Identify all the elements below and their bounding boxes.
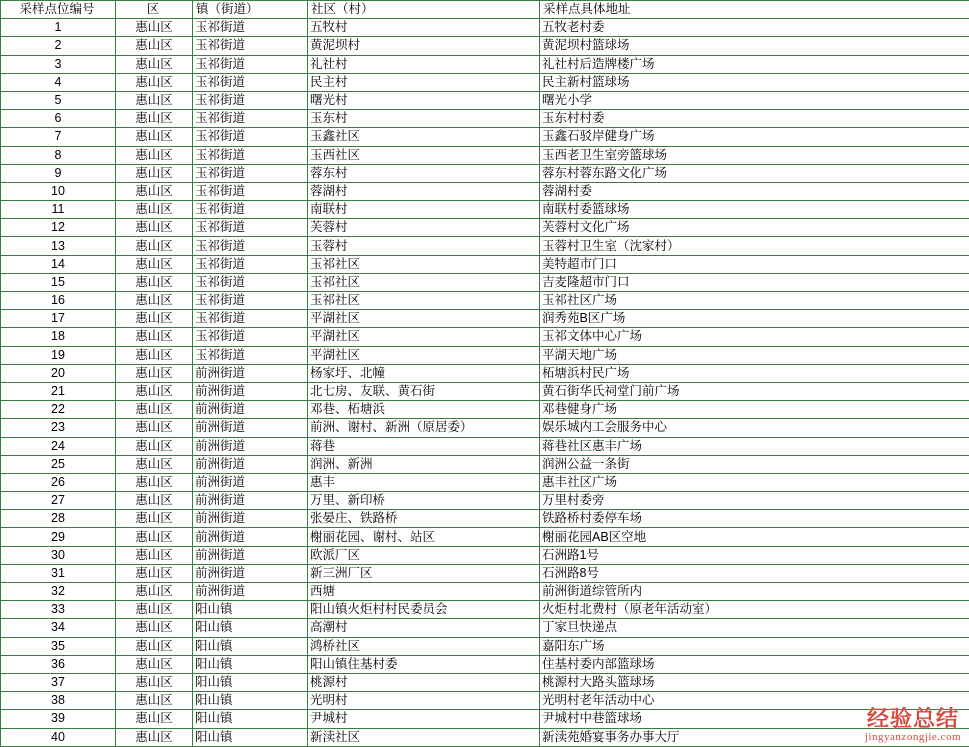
cell-community: 杨家圩、北幢 — [308, 364, 540, 382]
table-row — [1, 328, 969, 346]
cell-id: 9 — [1, 164, 116, 182]
cell-town: 阳山镇 — [193, 619, 308, 637]
cell-district: 惠山区 — [116, 164, 193, 182]
cell-address: 玉西老卫生室旁篮球场 — [540, 146, 969, 164]
cell-id: 39 — [1, 710, 116, 728]
cell-id: 28 — [1, 510, 116, 528]
cell-community: 蓉东村 — [308, 164, 540, 182]
cell-address: 润秀苑B区广场 — [540, 310, 969, 328]
column-header-town: 镇（街道） — [193, 1, 308, 19]
cell-id: 30 — [1, 546, 116, 564]
table-row — [1, 346, 969, 364]
cell-town: 前洲街道 — [193, 382, 308, 400]
cell-district: 惠山区 — [116, 637, 193, 655]
cell-town: 前洲街道 — [193, 492, 308, 510]
cell-district: 惠山区 — [116, 564, 193, 582]
cell-id: 23 — [1, 419, 116, 437]
cell-community: 新三洲厂区 — [308, 564, 540, 582]
cell-community: 南联村 — [308, 201, 540, 219]
table-row — [1, 91, 969, 109]
cell-district: 惠山区 — [116, 382, 193, 400]
cell-address: 南联村委篮球场 — [540, 201, 969, 219]
table-row — [1, 583, 969, 601]
cell-town: 玉祁街道 — [193, 164, 308, 182]
cell-district: 惠山区 — [116, 91, 193, 109]
cell-address: 住基村委内部篮球场 — [540, 655, 969, 673]
cell-town: 玉祁街道 — [193, 37, 308, 55]
cell-community: 平湖社区 — [308, 346, 540, 364]
cell-district: 惠山区 — [116, 673, 193, 691]
cell-address: 吉麦隆超市门口 — [540, 273, 969, 291]
cell-town: 玉祁街道 — [193, 328, 308, 346]
cell-community: 玉鑫社区 — [308, 128, 540, 146]
cell-community: 礼社村 — [308, 55, 540, 73]
cell-town: 玉祁街道 — [193, 91, 308, 109]
table-row — [1, 382, 969, 400]
column-header-id: 采样点位编号 — [1, 1, 116, 19]
cell-district: 惠山区 — [116, 455, 193, 473]
cell-community: 玉祁社区 — [308, 255, 540, 273]
cell-address: 光明村老年活动中心 — [540, 692, 969, 710]
table-row — [1, 564, 969, 582]
cell-id: 11 — [1, 201, 116, 219]
cell-address: 惠丰社区广场 — [540, 473, 969, 491]
cell-address: 邓巷健身广场 — [540, 401, 969, 419]
cell-id: 14 — [1, 255, 116, 273]
cell-town: 玉祁街道 — [193, 19, 308, 37]
cell-community: 鸿桥社区 — [308, 637, 540, 655]
cell-address: 桃源村大路头篮球场 — [540, 673, 969, 691]
cell-id: 15 — [1, 273, 116, 291]
cell-address: 美特超市门口 — [540, 255, 969, 273]
cell-community: 玉祁社区 — [308, 273, 540, 291]
cell-district: 惠山区 — [116, 73, 193, 91]
cell-community: 万里、新印桥 — [308, 492, 540, 510]
cell-id: 35 — [1, 637, 116, 655]
table-row — [1, 201, 969, 219]
cell-community: 欧派厂区 — [308, 546, 540, 564]
cell-district: 惠山区 — [116, 419, 193, 437]
cell-district: 惠山区 — [116, 110, 193, 128]
cell-community: 民主村 — [308, 73, 540, 91]
cell-id: 17 — [1, 310, 116, 328]
cell-district: 惠山区 — [116, 510, 193, 528]
cell-community: 润洲、新洲 — [308, 455, 540, 473]
cell-district: 惠山区 — [116, 364, 193, 382]
cell-id: 25 — [1, 455, 116, 473]
cell-town: 玉祁街道 — [193, 292, 308, 310]
cell-address: 五牧老村委 — [540, 19, 969, 37]
cell-town: 阳山镇 — [193, 601, 308, 619]
cell-district: 惠山区 — [116, 546, 193, 564]
cell-town: 玉祁街道 — [193, 201, 308, 219]
table-row — [1, 473, 969, 491]
cell-id: 10 — [1, 182, 116, 200]
cell-id: 20 — [1, 364, 116, 382]
cell-district: 惠山区 — [116, 401, 193, 419]
cell-community: 桃源村 — [308, 673, 540, 691]
cell-town: 前洲街道 — [193, 510, 308, 528]
cell-district: 惠山区 — [116, 328, 193, 346]
cell-district: 惠山区 — [116, 237, 193, 255]
cell-community: 北七房、友联、黄石街 — [308, 382, 540, 400]
table-row — [1, 255, 969, 273]
cell-address: 丁家旦快递点 — [540, 619, 969, 637]
cell-town: 前洲街道 — [193, 364, 308, 382]
cell-id: 22 — [1, 401, 116, 419]
table-row — [1, 637, 969, 655]
cell-community: 阳山镇火炬村村民委员会 — [308, 601, 540, 619]
table-row — [1, 182, 969, 200]
cell-address: 万里村委旁 — [540, 492, 969, 510]
column-header-community: 社区（村） — [308, 1, 540, 19]
cell-town: 阳山镇 — [193, 655, 308, 673]
cell-town: 玉祁街道 — [193, 273, 308, 291]
cell-address: 润洲公益一条街 — [540, 455, 969, 473]
cell-id: 26 — [1, 473, 116, 491]
cell-id: 5 — [1, 91, 116, 109]
cell-community: 平湖社区 — [308, 310, 540, 328]
cell-id: 19 — [1, 346, 116, 364]
cell-town: 玉祁街道 — [193, 237, 308, 255]
cell-address: 铁路桥村委停车场 — [540, 510, 969, 528]
cell-community: 蒋巷 — [308, 437, 540, 455]
column-header-address: 采样点具体地址 — [540, 1, 969, 19]
column-header-district: 区 — [116, 1, 193, 19]
cell-town: 玉祁街道 — [193, 73, 308, 91]
table-body — [1, 19, 969, 747]
cell-address: 前洲街道综管所内 — [540, 583, 969, 601]
cell-id: 29 — [1, 528, 116, 546]
cell-address: 蓉东村蓉东路文化广场 — [540, 164, 969, 182]
table-header-row — [1, 1, 969, 19]
table-row — [1, 455, 969, 473]
cell-district: 惠山区 — [116, 583, 193, 601]
cell-district: 惠山区 — [116, 528, 193, 546]
table-row — [1, 55, 969, 73]
table-row — [1, 692, 969, 710]
cell-district: 惠山区 — [116, 728, 193, 746]
cell-id: 31 — [1, 564, 116, 582]
cell-id: 4 — [1, 73, 116, 91]
cell-district: 惠山区 — [116, 473, 193, 491]
cell-district: 惠山区 — [116, 219, 193, 237]
cell-address: 娱乐城内工会服务中心 — [540, 419, 969, 437]
cell-community: 平湖社区 — [308, 328, 540, 346]
watermark-title: 经验总结 — [865, 707, 961, 731]
table-row — [1, 401, 969, 419]
cell-district: 惠山区 — [116, 182, 193, 200]
table-row — [1, 219, 969, 237]
cell-address: 玉蓉村卫生室（沈家村） — [540, 237, 969, 255]
cell-district: 惠山区 — [116, 655, 193, 673]
cell-address: 新渎苑婚宴事务办事大厅 — [540, 728, 969, 746]
cell-district: 惠山区 — [116, 601, 193, 619]
cell-community: 西塘 — [308, 583, 540, 601]
cell-address: 火炬村北费村（原老年活动室） — [540, 601, 969, 619]
cell-community: 蓉湖村 — [308, 182, 540, 200]
cell-address: 黄泥坝村篮球场 — [540, 37, 969, 55]
cell-district: 惠山区 — [116, 619, 193, 637]
table-row — [1, 437, 969, 455]
cell-district: 惠山区 — [116, 128, 193, 146]
cell-community: 前洲、谢村、新洲（原居委） — [308, 419, 540, 437]
cell-address: 嘉阳东广场 — [540, 637, 969, 655]
table-row — [1, 237, 969, 255]
cell-town: 玉祁街道 — [193, 128, 308, 146]
cell-address: 黄石街华氏祠堂门前广场 — [540, 382, 969, 400]
cell-district: 惠山区 — [116, 310, 193, 328]
cell-community: 玉蓉村 — [308, 237, 540, 255]
cell-id: 7 — [1, 128, 116, 146]
cell-district: 惠山区 — [116, 146, 193, 164]
cell-id: 16 — [1, 292, 116, 310]
cell-id: 21 — [1, 382, 116, 400]
cell-district: 惠山区 — [116, 19, 193, 37]
cell-district: 惠山区 — [116, 201, 193, 219]
cell-town: 前洲街道 — [193, 546, 308, 564]
cell-id: 40 — [1, 728, 116, 746]
cell-community: 榭丽花园、谢村、站区 — [308, 528, 540, 546]
cell-id: 38 — [1, 692, 116, 710]
cell-id: 24 — [1, 437, 116, 455]
cell-address: 芙蓉村文化广场 — [540, 219, 969, 237]
cell-town: 前洲街道 — [193, 583, 308, 601]
cell-district: 惠山区 — [116, 273, 193, 291]
cell-address: 榭丽花园AB区空地 — [540, 528, 969, 546]
table-row — [1, 492, 969, 510]
table-row — [1, 528, 969, 546]
cell-district: 惠山区 — [116, 55, 193, 73]
cell-community: 曙光村 — [308, 91, 540, 109]
cell-district: 惠山区 — [116, 710, 193, 728]
cell-district: 惠山区 — [116, 692, 193, 710]
cell-address: 尹城村中巷篮球场 — [540, 710, 969, 728]
cell-community: 阳山镇住基村委 — [308, 655, 540, 673]
cell-town: 玉祁街道 — [193, 310, 308, 328]
cell-id: 33 — [1, 601, 116, 619]
watermark-url: jingyanzongjie.com — [865, 731, 961, 743]
cell-id: 12 — [1, 219, 116, 237]
cell-address: 礼社村后造牌楼广场 — [540, 55, 969, 73]
cell-town: 玉祁街道 — [193, 110, 308, 128]
cell-town: 阳山镇 — [193, 728, 308, 746]
cell-town: 前洲街道 — [193, 455, 308, 473]
cell-district: 惠山区 — [116, 37, 193, 55]
cell-town: 前洲街道 — [193, 419, 308, 437]
table-row — [1, 673, 969, 691]
table-row — [1, 73, 969, 91]
cell-town: 前洲街道 — [193, 401, 308, 419]
cell-address: 玉鑫石驳岸健身广场 — [540, 128, 969, 146]
table-row — [1, 110, 969, 128]
table-row — [1, 601, 969, 619]
cell-town: 玉祁街道 — [193, 55, 308, 73]
cell-id: 32 — [1, 583, 116, 601]
table-row — [1, 310, 969, 328]
cell-town: 阳山镇 — [193, 692, 308, 710]
cell-id: 37 — [1, 673, 116, 691]
cell-id: 3 — [1, 55, 116, 73]
table-row — [1, 364, 969, 382]
cell-town: 玉祁街道 — [193, 255, 308, 273]
table-row — [1, 164, 969, 182]
cell-town: 玉祁街道 — [193, 219, 308, 237]
cell-district: 惠山区 — [116, 255, 193, 273]
cell-community: 芙蓉村 — [308, 219, 540, 237]
table-row — [1, 37, 969, 55]
cell-town: 前洲街道 — [193, 528, 308, 546]
cell-district: 惠山区 — [116, 346, 193, 364]
cell-id: 27 — [1, 492, 116, 510]
table-row — [1, 419, 969, 437]
cell-address: 玉东村村委 — [540, 110, 969, 128]
cell-town: 阳山镇 — [193, 673, 308, 691]
cell-address: 民主新村篮球场 — [540, 73, 969, 91]
cell-id: 36 — [1, 655, 116, 673]
cell-community: 高潮村 — [308, 619, 540, 637]
cell-id: 1 — [1, 19, 116, 37]
cell-town: 前洲街道 — [193, 473, 308, 491]
cell-town: 阳山镇 — [193, 637, 308, 655]
table-row — [1, 710, 969, 728]
cell-community: 光明村 — [308, 692, 540, 710]
cell-district: 惠山区 — [116, 292, 193, 310]
cell-address: 石洲路8号 — [540, 564, 969, 582]
cell-town: 前洲街道 — [193, 564, 308, 582]
cell-community: 玉祁社区 — [308, 292, 540, 310]
table-row — [1, 273, 969, 291]
cell-community: 张晏庄、铁路桥 — [308, 510, 540, 528]
cell-community: 新渎社区 — [308, 728, 540, 746]
cell-id: 34 — [1, 619, 116, 637]
cell-address: 石洲路1号 — [540, 546, 969, 564]
table-row — [1, 292, 969, 310]
table-row — [1, 19, 969, 37]
cell-id: 6 — [1, 110, 116, 128]
cell-town: 玉祁街道 — [193, 146, 308, 164]
cell-address: 玉祁文体中心广场 — [540, 328, 969, 346]
table-row — [1, 546, 969, 564]
cell-community: 惠丰 — [308, 473, 540, 491]
cell-community: 黄泥坝村 — [308, 37, 540, 55]
cell-town: 玉祁街道 — [193, 182, 308, 200]
table-row — [1, 128, 969, 146]
cell-district: 惠山区 — [116, 492, 193, 510]
table-row — [1, 146, 969, 164]
cell-town: 阳山镇 — [193, 710, 308, 728]
cell-id: 18 — [1, 328, 116, 346]
cell-address: 平湖天地广场 — [540, 346, 969, 364]
cell-community: 五牧村 — [308, 19, 540, 37]
cell-address: 蒋巷社区惠丰广场 — [540, 437, 969, 455]
cell-community: 玉东村 — [308, 110, 540, 128]
cell-address: 蓉湖村委 — [540, 182, 969, 200]
cell-community: 邓巷、柘塘浜 — [308, 401, 540, 419]
cell-id: 8 — [1, 146, 116, 164]
cell-town: 玉祁街道 — [193, 346, 308, 364]
cell-id: 13 — [1, 237, 116, 255]
cell-community: 尹城村 — [308, 710, 540, 728]
cell-community: 玉西社区 — [308, 146, 540, 164]
cell-address: 玉祁社区广场 — [540, 292, 969, 310]
cell-address: 曙光小学 — [540, 91, 969, 109]
cell-district: 惠山区 — [116, 437, 193, 455]
table-row — [1, 510, 969, 528]
table-row — [1, 619, 969, 637]
cell-town: 前洲街道 — [193, 437, 308, 455]
cell-address: 柘塘浜村民广场 — [540, 364, 969, 382]
table-row — [1, 655, 969, 673]
table-row — [1, 728, 969, 746]
cell-id: 2 — [1, 37, 116, 55]
